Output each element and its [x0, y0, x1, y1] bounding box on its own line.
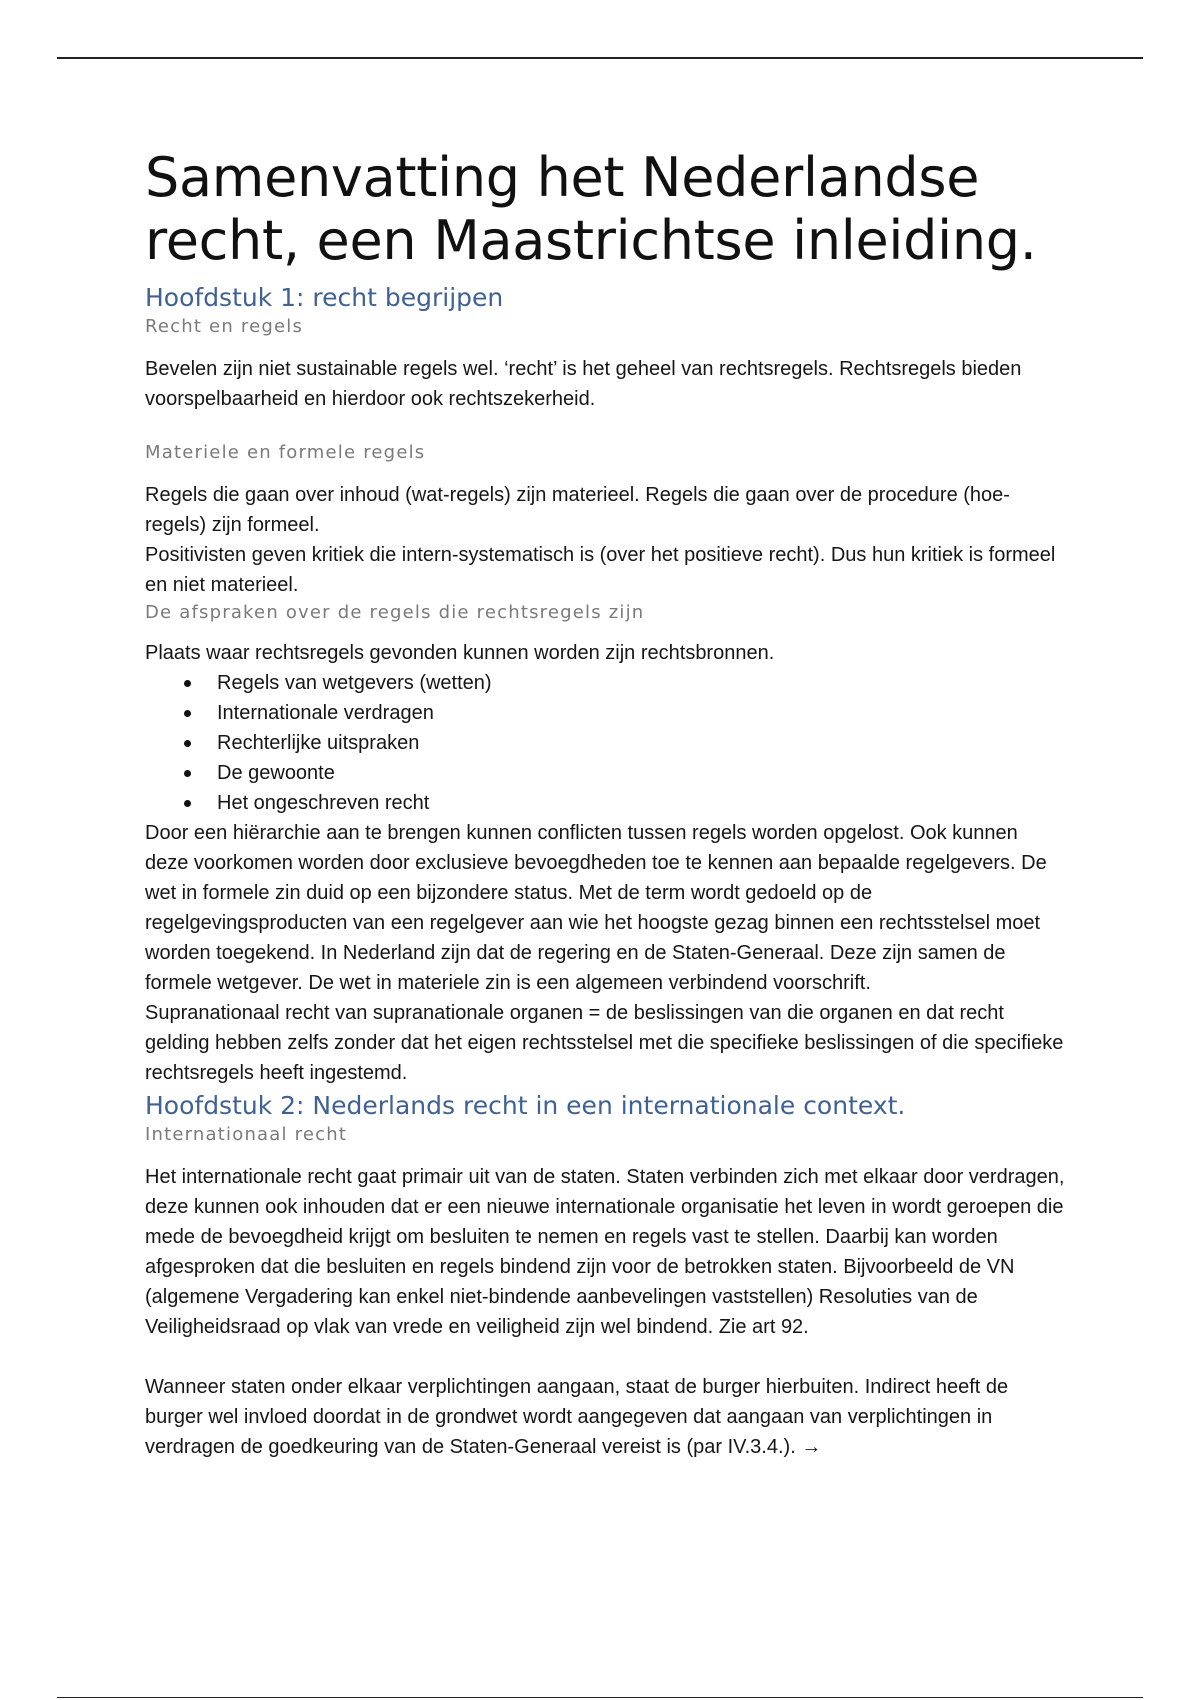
document-title: Samenvatting het Nederlandse recht, een Maastrichtse inleiding. [145, 146, 1037, 272]
paragraph: Bevelen zijn niet sustainable regels wel. ‘recht’ is het geheel van rechtsregels. Rechtsregels bieden voorspelbaarheid en hierdoor ook rechtszekerheid. [145, 358, 1022, 410]
section-heading-materiele-formele-regels: Materiele en formele regels [145, 442, 426, 463]
chapter-2-heading: Hoofdstuk 2: Nederlands recht in een internationale context. [145, 1091, 906, 1120]
list-item: Het ongeschreven recht [217, 788, 1065, 818]
paragraph: Plaats waar rechtsregels gevonden kunnen worden zijn rechtsbronnen. [145, 642, 775, 664]
paragraph: Positivisten geven kritiek die intern-systematisch is (over het positieve recht). Dus hun kritiek is formeel en niet materieel. [145, 544, 1056, 596]
rechtsbronnen-list [145, 668, 1065, 818]
paragraph: Supranationaal recht van supranationale organen = de beslissingen van die organen en dat recht gelding hebben zelfs zonder dat het eigen rechtsstelsel met die specifieke beslissingen of die specifieke rechtsregels heeft ingestemd. [145, 1002, 1064, 1084]
section-heading-afspraken: De afspraken over de regels die rechtsregels zijn [145, 602, 645, 623]
document-body [145, 146, 1065, 1462]
paragraph-spacer [145, 1342, 1065, 1372]
list-item: Regels van wetgevers (wetten) [217, 668, 1065, 698]
section-heading-recht-en-regels: Recht en regels [145, 316, 304, 337]
paragraph: Regels die gaan over inhoud (wat-regels) zijn materieel. Regels die gaan over de procedure (hoe-regels) zijn formeel. [145, 484, 1010, 536]
list-item: Internationale verdragen [217, 698, 1065, 728]
paragraph: Door een hiërarchie aan te brengen kunnen conflicten tussen regels worden opgelost. Ook kunnen deze voorkomen worden door exclusieve bevoegdheden toe te kennen aan bepaalde regelgevers. De wet in formele zin duid op een bijzondere status. Met de term wordt gedoeld op de regelgevingsproducten van een regelgever aan wie het hoogste gezag binnen een rechtsstelsel moet worden toegekend. In Nederland zijn dat de regering en de Staten-Generaal. Deze zijn samen de formele wetgever. De wet in materiele zin is een algemeen verbindend voorschrift. [145, 822, 1047, 994]
section-heading-internationaal-recht: Internationaal recht [145, 1124, 348, 1145]
list-item: Rechterlijke uitspraken [217, 728, 1065, 758]
bottom-rule [57, 1697, 1143, 1698]
list-item: De gewoonte [217, 758, 1065, 788]
chapter-1-heading: Hoofdstuk 1: recht begrijpen [145, 283, 504, 312]
paragraph: Het internationale recht gaat primair uit van de staten. Staten verbinden zich met elkaar door verdragen, deze kunnen ook inhouden dat er een nieuwe internationale organisatie het leven in wordt geroepen die mede de bevoegdheid krijgt om besluiten te nemen en regels vast te stellen. Daarbij kan worden afgesproken dat die besluiten en regels bindend zijn voor de betrokken staten. Bijvoorbeeld de VN (algemene Vergadering kan enkel niet-bindende aanbevelingen vaststellen) Resoluties van de Veiligheidsraad op vlak van vrede en veiligheid zijn wel bindend. Zie art 92. [145, 1166, 1065, 1338]
paragraph: Wanneer staten onder elkaar verplichtingen aangaan, staat de burger hierbuiten. Indirect heeft de burger wel invloed doordat in de grondwet wordt aangegeven dat aangaan van verplichtingen in verdragen de goedkeuring van de Staten-Generaal vereist is (par IV.3.4.). → [145, 1376, 1009, 1458]
top-rule [57, 57, 1143, 59]
